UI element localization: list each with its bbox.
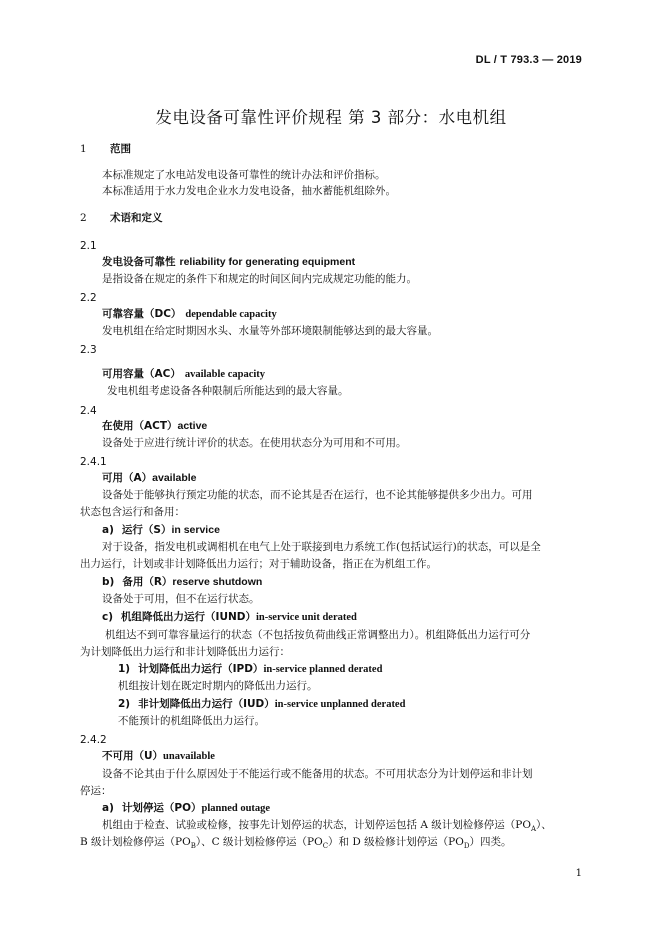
term-en: available xyxy=(152,472,197,484)
term-en: reliability for generating equipment xyxy=(179,256,356,268)
definition: 设备处于可用，但不在运行状态。 xyxy=(102,593,260,605)
term-en: unavailable xyxy=(163,751,215,762)
definition: 不能预计的机组降低出力运行。 xyxy=(118,715,265,727)
section-number: 2 xyxy=(80,212,87,224)
term-cn: 在使用（ACT） xyxy=(102,420,178,432)
definition: 出力运行，计划或非计划降低出力运行；对于辅助设备，指正在为机组工作。 xyxy=(80,558,437,570)
term-cn: 不可用（U） xyxy=(102,750,164,762)
list-marker: 1) xyxy=(118,663,131,675)
term-heading xyxy=(102,749,582,764)
term-heading xyxy=(102,255,582,269)
term-heading xyxy=(102,307,582,322)
text-run: ）四类。 xyxy=(469,836,512,848)
paragraph: 本标准规定了水电站发电设备可靠性的统计办法和评价指标。 xyxy=(102,169,386,181)
definition: 为计划降低出力运行和非计划降低出力运行： xyxy=(80,646,290,658)
item-cn: 非计划降低出力运行（IUD） xyxy=(138,698,275,710)
standard-code: DL / T 793.3 — 2019 xyxy=(475,54,582,66)
item-en: in service xyxy=(171,524,220,536)
term-heading xyxy=(102,471,582,485)
item-cn: 机组降低出力运行（IUND） xyxy=(121,611,256,623)
term-en: available capacity xyxy=(184,369,266,380)
subscript: D xyxy=(463,842,470,851)
definition: 机组按计划在既定时期内的降低出力运行。 xyxy=(118,680,318,692)
subscript: C xyxy=(322,842,329,851)
text-run: B 级计划检修停运（PO xyxy=(80,836,191,848)
sub-item-heading xyxy=(118,662,582,677)
item-cn: 计划停运（PO） xyxy=(121,802,202,814)
subscript: B xyxy=(190,842,196,851)
list-item-heading xyxy=(102,575,582,589)
item-cn: 备用（R） xyxy=(122,576,173,588)
clause-number: 2.4.1 xyxy=(80,456,107,468)
definition xyxy=(102,818,582,836)
item-en: in-service planned derated xyxy=(263,664,383,675)
item-cn: 运行（S） xyxy=(121,524,172,536)
list-marker: a) xyxy=(102,524,114,536)
definition: 是指设备在规定的条件下和规定的时间区间内完成规定功能的能力。 xyxy=(102,273,417,285)
list-marker: b) xyxy=(102,576,115,588)
list-item-heading xyxy=(102,610,582,625)
definition: 停运： xyxy=(80,785,112,797)
document-title: 发电设备可靠性评价规程 第 3 部分：水电机组 xyxy=(155,108,507,127)
definition: 设备处于应进行统计评价的状态。在使用状态分为可用和不可用。 xyxy=(102,437,407,449)
sub-item-heading xyxy=(118,697,582,712)
item-en: in-service unplanned derated xyxy=(274,699,406,710)
item-en: in-service unit derated xyxy=(255,612,357,623)
text-run: ）和 D 级检修计划停运（PO xyxy=(328,836,464,848)
list-marker: c) xyxy=(102,611,114,623)
clause-number: 2.2 xyxy=(80,292,97,304)
list-item-heading xyxy=(102,523,582,537)
term-cn: 可用容量（AC） xyxy=(102,368,181,380)
term-en: dependable capacity xyxy=(185,309,277,320)
subscript: A xyxy=(530,825,536,834)
text-run: ）、C 级计划检修停运（PO xyxy=(195,836,323,848)
definition xyxy=(80,835,582,853)
term-en: active xyxy=(177,420,208,432)
list-marker: 2) xyxy=(118,698,131,710)
clause-number: 2.3 xyxy=(80,344,97,356)
definition: 对于设备，指发电机或调相机在电气上处于联接到电力系统工作(包括试运行)的状态，可以是全 xyxy=(102,541,541,553)
definition: 发电机组考虑设备各种限制后所能达到的最大容量。 xyxy=(107,385,349,397)
page-number: 1 xyxy=(575,868,582,879)
term-heading xyxy=(102,419,582,433)
section-1-heading xyxy=(80,142,582,156)
clause-number: 2.4 xyxy=(80,405,97,417)
list-marker: a) xyxy=(102,802,114,814)
term-cn: 可用（A） xyxy=(102,472,153,484)
definition: 机组达不到可靠容量运行的状态（不包括按负荷曲线正常调整出力）。机组降低出力运行可分 xyxy=(105,629,531,641)
definition: 发电机组在给定时期因水头、水量等外部环境限制能够达到的最大容量。 xyxy=(102,325,438,337)
term-cn: 可靠容量（DC） xyxy=(102,308,182,320)
item-en: reserve shutdown xyxy=(172,576,263,588)
text-run: 机组由于检查、试验或检修，按事先计划停运的状态，计划停运包括 A 级计划检修停运（PO xyxy=(102,819,531,831)
definition: 设备不论其由于什么原因处于不能运行或不能备用的状态。不可用状态分为计划停运和非计划 xyxy=(102,768,533,780)
item-cn: 计划降低出力运行（IPD） xyxy=(138,663,264,675)
definition: 状态包含运行和备用： xyxy=(80,506,185,518)
paragraph: 本标准适用于水力发电企业水力发电设备，抽水蓄能机组除外。 xyxy=(102,185,396,197)
section-number: 1 xyxy=(80,143,87,155)
clause-number: 2.4.2 xyxy=(80,734,107,746)
definition: 设备处于能够执行预定功能的状态，而不论其是否在运行，也不论其能够提供多少出力。可用 xyxy=(102,489,533,501)
text-run: ）、 xyxy=(536,819,552,831)
list-item-heading xyxy=(102,801,582,816)
section-title: 范围 xyxy=(110,143,131,155)
section-title: 术语和定义 xyxy=(110,212,163,224)
clause-number: 2.1 xyxy=(80,240,97,252)
item-en: planned outage xyxy=(201,803,271,814)
term-cn: 发电设备可靠性 xyxy=(102,256,176,268)
section-2-heading xyxy=(80,211,582,225)
term-heading xyxy=(102,367,582,382)
